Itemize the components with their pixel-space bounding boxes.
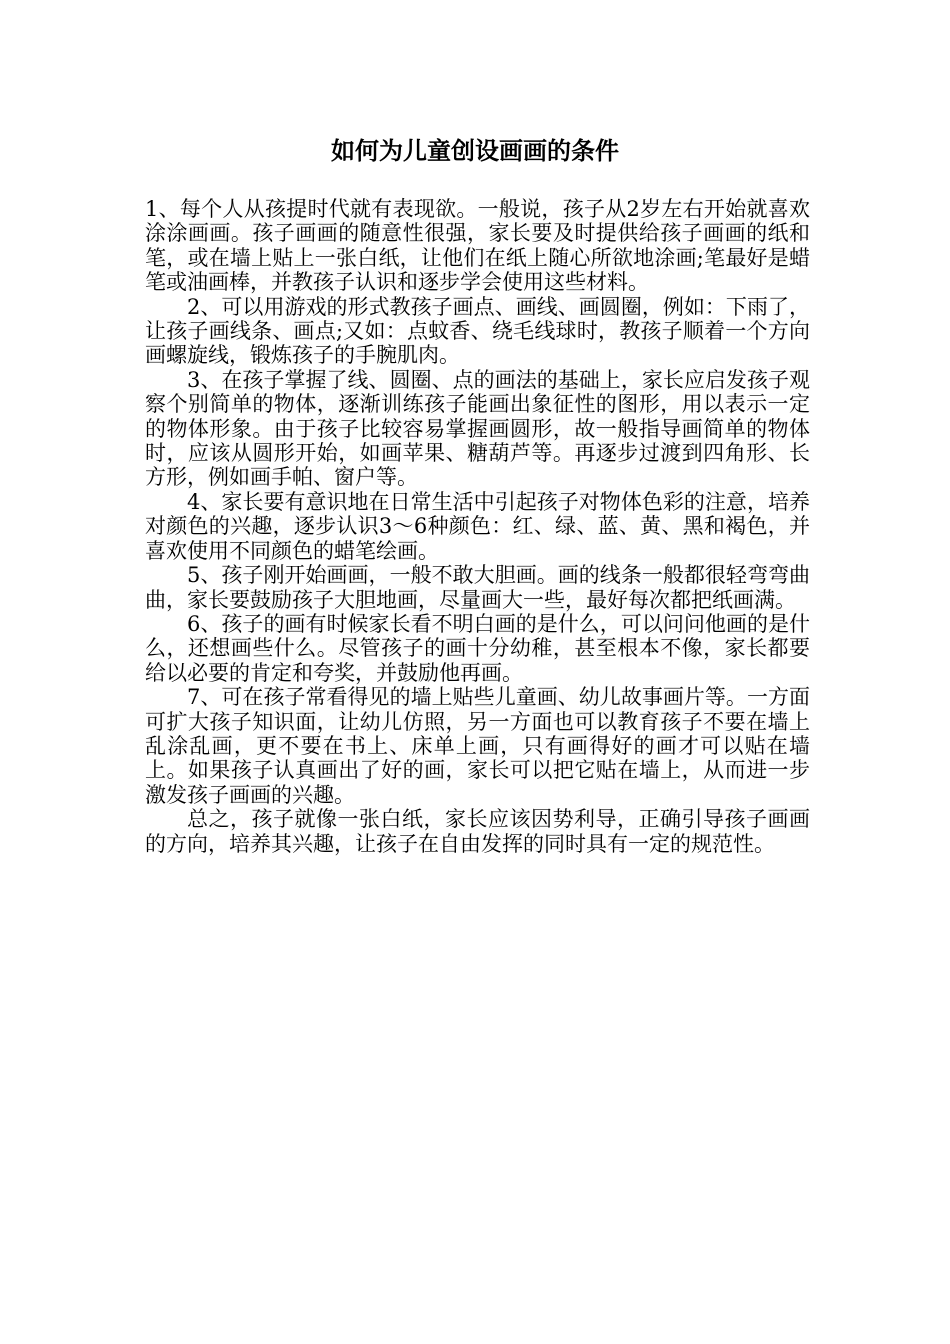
paragraph-conclusion: 总之，孩子就像一张白纸，家长应该因势利导，正确引导孩子画画的方向，培养其兴趣，让孩子在自由发挥的同时具有一定的规范性。: [145, 807, 810, 856]
paragraph-3: 3、在孩子掌握了线、圆圈、点的画法的基础上，家长应启发孩子观察个别简单的物体，逐渐训练孩子能画出象征性的图形，用以表示一定的物体形象。由于孩子比较容易掌握画圆形，故一般指导画简单的物体时，应该从圆形开始，如画苹果、糖葫芦等。再逐步过渡到四角形、长方形，例如画手帕、窗户等。: [145, 367, 810, 490]
document-body: [145, 197, 810, 856]
paragraph-5: 5、孩子刚开始画画，一般不敢大胆画。画的线条一般都很轻弯弯曲曲，家长要鼓励孩子大胆地画，尽量画大一些，最好每次都把纸画满。: [145, 563, 810, 612]
paragraph-7: 7、可在孩子常看得见的墙上贴些儿童画、幼儿故事画片等。一方面可扩大孩子知识面，让幼儿仿照，另一方面也可以教育孩子不要在墙上乱涂乱画，更不要在书上、床单上画，只有画得好的画才可以贴在墙上。如果孩子认真画出了好的画，家长可以把它贴在墙上，从而进一步激发孩子画画的兴趣。: [145, 685, 810, 807]
paragraph-4: 4、家长要有意识地在日常生活中引起孩子对物体色彩的注意，培养对颜色的兴趣，逐步认识3～6种颜色：红、绿、蓝、黄、黑和褐色，并喜欢使用不同颜色的蜡笔绘画。: [145, 489, 810, 563]
document-title: 如何为儿童创设画画的条件: [331, 137, 619, 165]
paragraph-6: 6、孩子的画有时候家长看不明白画的是什么，可以问问他画的是什么，还想画些什么。尽管孩子的画十分幼稚，甚至根本不像，家长都要给以必要的肯定和夸奖，并鼓励他再画。: [145, 611, 810, 685]
paragraph-1: 1、每个人从孩提时代就有表现欲。一般说，孩子从2岁左右开始就喜欢涂涂画画。孩子画画的随意性很强，家长要及时提供给孩子画画的纸和笔，或在墙上贴上一张白纸，让他们在纸上随心所欲地涂画;笔最好是蜡笔或油画棒，并教孩子认识和逐步学会使用这些材料。: [145, 197, 810, 295]
paragraph-2: 2、可以用游戏的形式教孩子画点、画线、画圆圈，例如：下雨了，让孩子画线条、画点;又如：点蚊香、绕毛线球时，教孩子顺着一个方向画螺旋线，锻炼孩子的手腕肌肉。: [145, 294, 810, 368]
